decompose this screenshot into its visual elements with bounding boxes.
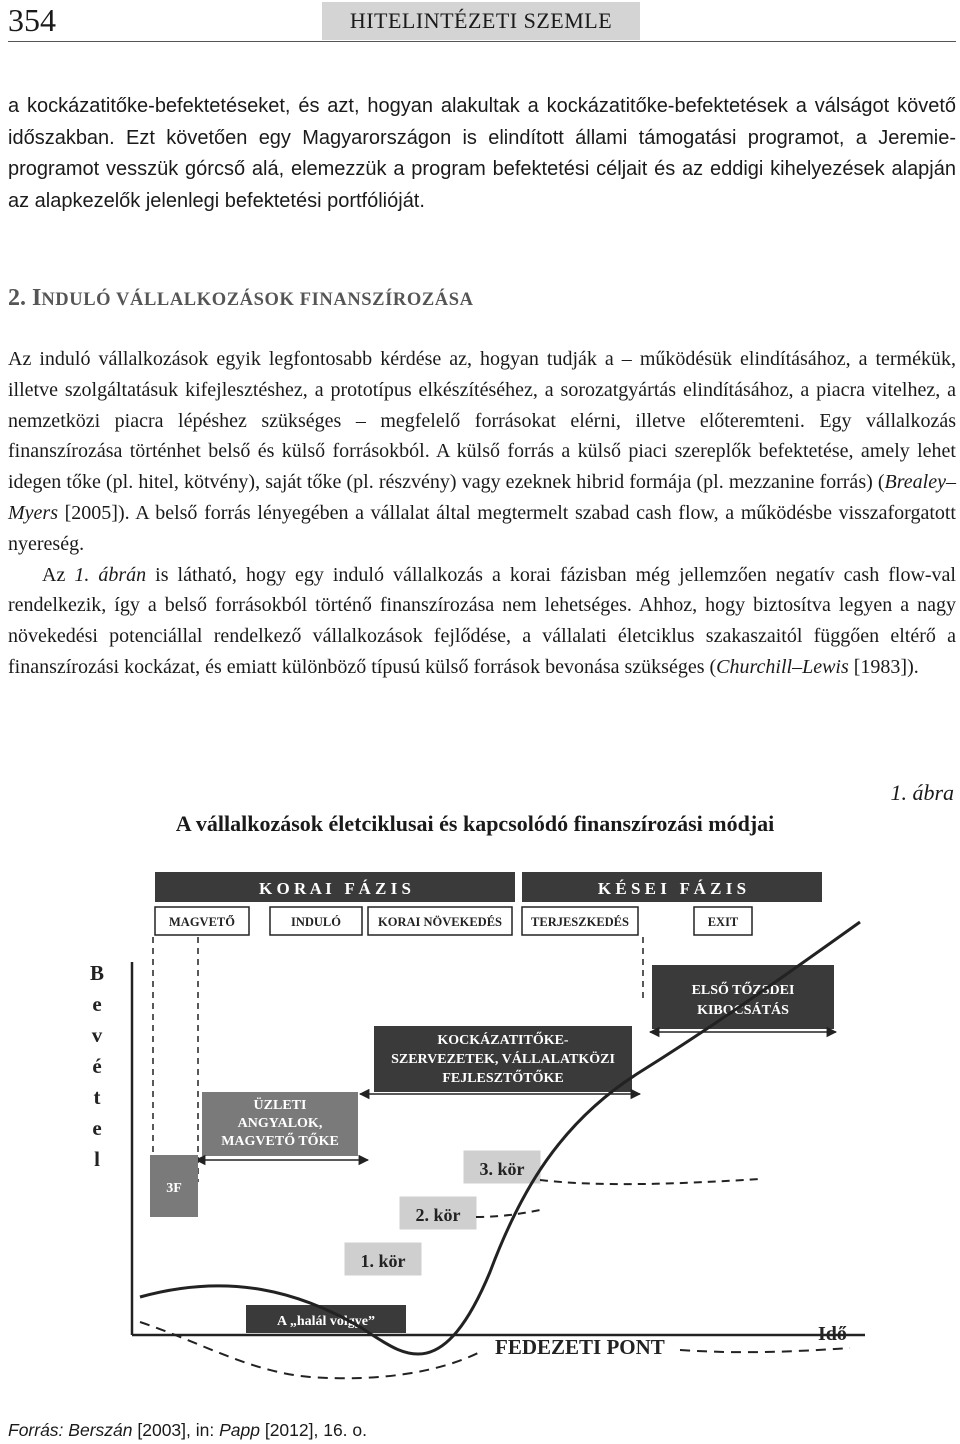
stage-magveto: MAGVETŐ bbox=[169, 915, 235, 929]
p1-text-a: Az induló vállalkozások egyik legfontosabb kérdése az, hogyan tudják a – működésük elindításához, a termékük, illetve szolgáltatásuk kifejlesztéshez, a prototípus elkészítéséhez, a sorozatgyártás elindításához, a piacra vitelhez, a nemzetközi piacra lépéshez szükséges – megfelelő forrásokat elérni, illetve előteremteni. Egy vállalkozás finanszírozása történhet belső és külső forrásokból. A külső forrás a külső piaci szereplők befektetése, amely lehet idegen tőke (pl. hitel, kötvény), saját tőke (pl. részvény) vagy ezeknek hibrid formája (pl. mezzanine forrás) ( bbox=[8, 348, 956, 494]
section-title-rest: NDULÓ VÁLLALKOZÁSOK FINANSZÍROZÁSA bbox=[41, 290, 474, 310]
p2-text-a: Az bbox=[42, 563, 75, 586]
intro-paragraph: a kockázatitőke-befektetéseket, és azt, hogyan alakultak a kockázatitőke-befektetések a válságot követő időszakban. Ezt követően egy Magyarországon is elindított állami támogatási programot, a Jeremie-programot vesszük górcső alá, elemezzük a program befektetési céljait és az eddigi kihelyezések alapján az alapkezelők jelenlegi befektetési portfólióját. bbox=[8, 95, 956, 212]
y-letter-7: l bbox=[94, 1147, 100, 1171]
section-title-initial: I bbox=[32, 285, 42, 311]
stage-indulo: INDULÓ bbox=[290, 915, 342, 929]
breakeven-label: FEDEZETI PONT bbox=[495, 1335, 665, 1359]
y-letter-3: v bbox=[91, 1023, 103, 1047]
header-rule bbox=[8, 41, 956, 42]
source-prefix: Forrás: bbox=[8, 1420, 69, 1440]
stage-terjeszkedes: TERJESZKEDÉS bbox=[531, 915, 629, 929]
y-letter-1: B bbox=[89, 961, 105, 985]
y-letter-4: é bbox=[92, 1054, 102, 1078]
figure-title: A vállalkozások életciklusai és kapcsolódó finanszírozási módjai bbox=[175, 811, 775, 836]
round-3-label: 3. kör bbox=[479, 1159, 525, 1179]
p2-figure-ref: 1. ábrán bbox=[74, 563, 147, 586]
p1-text-b: [2005]). A belső forrás lényegében a vállalat által megtermelt szabad cash flow, a működésbe visszaforgatott nyereség. bbox=[8, 501, 956, 555]
source-author-2: Papp bbox=[219, 1420, 260, 1440]
y-axis-label bbox=[90, 961, 104, 1171]
paragraph-2 bbox=[8, 560, 956, 683]
round-3-dashed-line bbox=[540, 1179, 760, 1184]
p2-text-c: [1983]). bbox=[848, 655, 919, 678]
vc-line-3: FEJLESZTŐTŐKE bbox=[442, 1071, 564, 1086]
source-suffix: [2012], 16. o. bbox=[259, 1420, 367, 1440]
section-number: 2. bbox=[8, 285, 26, 311]
ff-label: 3F bbox=[166, 1181, 182, 1196]
x-axis-label: Idő bbox=[818, 1323, 847, 1345]
angel-line-3: MAGVETŐ TŐKE bbox=[221, 1134, 339, 1149]
p2-text-b: is látható, hogy egy induló vállalkozás a korai fázisban még jellemzően negatív cash flow-val rendelkezik, így a belső forrásokból történő finanszírozása nem lehetséges. Ahhoz, hogy biztosítva legyen a nagy növekedési potenciállal rendelkező vállalkozások fejlődése, a vállalati életciklus szakaszaitól függően eltérő a finanszírozási kockázat, és emiatt különböző típusú külső források bevonása szükséges ( bbox=[8, 563, 956, 678]
y-letter-6: e bbox=[92, 1116, 102, 1140]
phase-early-label: K O R A I F Á Z I S bbox=[259, 879, 411, 898]
paragraph-1 bbox=[8, 344, 956, 560]
stage-korai-novekedes: KORAI NÖVEKEDÉS bbox=[378, 915, 502, 929]
running-header bbox=[0, 0, 960, 42]
y-letter-2: e bbox=[92, 992, 102, 1016]
figure-source bbox=[8, 1418, 367, 1442]
page-number: 354 bbox=[8, 2, 56, 38]
valley-label: A „halál völgye” bbox=[276, 1314, 376, 1329]
phase-late-label: K É S E I F Á Z I S bbox=[597, 879, 747, 898]
round-1-label: 1. kör bbox=[360, 1251, 406, 1271]
angel-line-1: ÜZLETI bbox=[253, 1098, 307, 1113]
ipo-line-1: ELSŐ TŐZSDEI bbox=[691, 983, 795, 998]
vc-line-2: SZERVEZETEK, VÁLLALATKÖZI bbox=[391, 1052, 615, 1067]
round-2-label: 2. kör bbox=[415, 1205, 461, 1225]
source-author-1: Berszán bbox=[68, 1420, 133, 1440]
lifecycle-figure bbox=[0, 862, 960, 1382]
cashflow-dashed-curve-right bbox=[680, 1348, 850, 1352]
y-letter-5: t bbox=[93, 1085, 101, 1109]
figure-label: 1. ábra bbox=[890, 780, 954, 805]
p2-citation: Churchill–Lewis bbox=[716, 655, 849, 678]
section-heading bbox=[8, 281, 474, 317]
stage-exit: EXIT bbox=[707, 915, 739, 929]
journal-title: HITELINTÉZETI SZEMLE bbox=[322, 2, 640, 40]
ipo-line-2: KIBOCSÁTÁS bbox=[697, 1003, 789, 1018]
source-mid: [2003], in: bbox=[132, 1420, 220, 1440]
vc-line-1: KOCKÁZATITŐKE- bbox=[437, 1033, 569, 1048]
round-2-dashed-line bbox=[476, 1210, 540, 1217]
angel-line-2: ANGYALOK, bbox=[237, 1116, 323, 1131]
p1-citation: Brealey–Myers bbox=[8, 471, 956, 524]
body-text bbox=[8, 344, 956, 683]
